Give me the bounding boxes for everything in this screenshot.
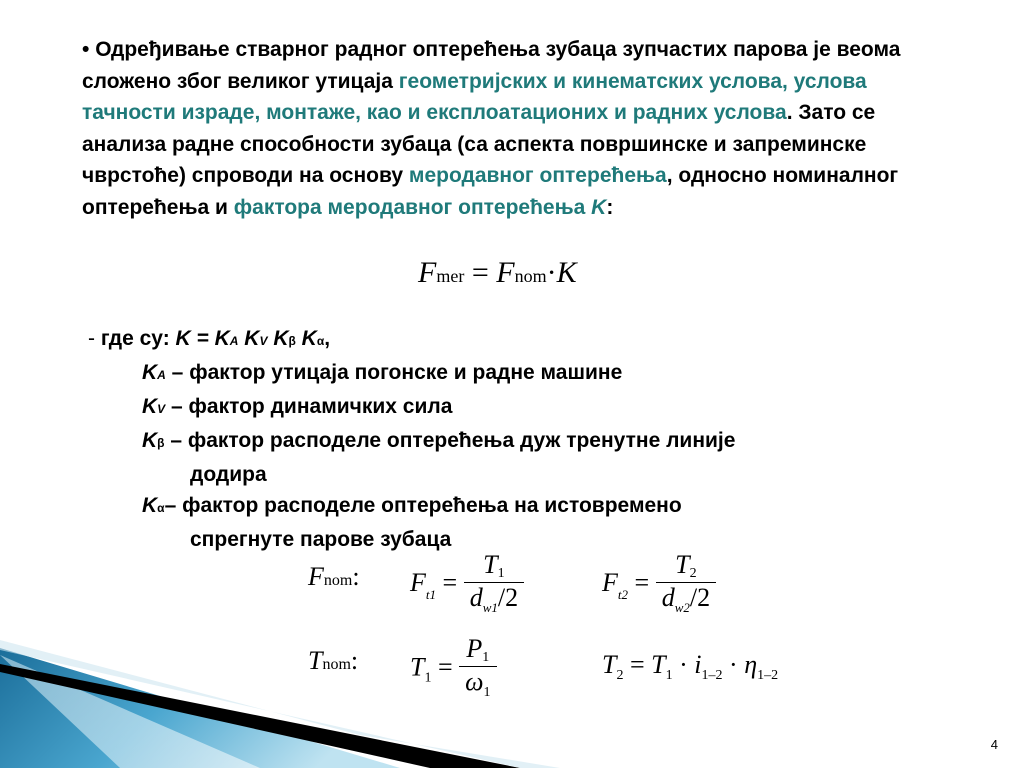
fnom-f: F [308,562,324,591]
factor-k: K [142,494,158,517]
intro-highlight-k: K [591,195,607,219]
factor-kbeta [88,425,948,459]
k-symbol: K [556,256,577,289]
f-symbol: F [418,256,437,289]
factor-text: – фактор расподеле оптерећења дуж тренутне линије [164,429,736,452]
ft1-formula [410,550,524,616]
t2-sub: 2 [616,668,624,683]
ft2-d: d [661,583,675,612]
t1-omega: ω [465,667,484,696]
t1-denominator [459,667,496,701]
equals-sign: = [464,256,497,289]
t1-omega-sub: 1 [483,685,491,700]
f-symbol-2: F [496,256,515,289]
t2-eta: η [744,650,758,679]
sub-alpha: α [316,334,325,348]
where-label: где су: [100,327,176,350]
ft2-formula [602,550,716,616]
factor-sub: V [157,402,166,416]
t1-formula [410,634,497,701]
ft1-numerator [464,550,524,583]
tnom-label [308,646,358,676]
ft2-eq: = [634,568,650,597]
t1-eq: = [437,652,453,682]
intro-highlight-3: фактора меродавног оптерећења [233,195,592,219]
t1-t: T [410,652,425,682]
k2: K [267,327,289,350]
k-eq: K = K [175,327,230,350]
factor-ka [88,357,948,391]
k1: K [238,327,260,350]
intro-highlight-2: меродавног оптерећења [408,164,667,187]
factor-sub: β [157,436,165,450]
ft2-sub: t2 [617,586,629,602]
factor-text: – фактор утицаја погонске и радне машине [165,361,623,384]
factor-sub: α [157,501,165,515]
ft1-div: /2 [497,583,519,612]
t1-fraction [459,634,496,701]
ft1-t-sub: 1 [497,566,505,581]
t2-dot-2: · [729,650,738,679]
factor-sub: A [157,368,166,382]
ft1-d: d [469,583,483,612]
fnom-label [308,562,360,592]
factor-k: K [142,395,158,418]
intro-text-1: Одређивање стварног радног оптерећења зубаца зупчастих парова је веома сложено због великог утицаја [82,38,901,93]
factor-k: K [142,361,158,384]
t2-dot-1: · [679,650,688,679]
comma: , [324,327,331,350]
ft2-d-sub: w2 [674,600,690,615]
t1-p: P [466,634,483,663]
ft2-f: F [602,568,618,597]
ft1-fraction [464,550,524,616]
ft1-t: T [483,550,498,579]
factor-kbeta-cont [88,459,948,490]
factor-text: – фактор расподеле оптерећења на истовремено [164,494,682,517]
tnom-colon: : [350,646,359,675]
t1-p-sub: 1 [482,650,490,665]
factor-text: – фактор динамичких сила [165,395,453,418]
t1-sub: 1 [424,670,432,686]
main-formula [418,256,577,290]
t2-formula [602,650,778,684]
ft2-denominator [656,583,716,616]
sub-a: A [229,334,239,348]
t2-eq: = [629,650,645,679]
fnom-sub: nom [323,572,353,589]
slide-number: 4 [990,737,998,752]
intro-text-2: . Зато се анализа радне способности зубаца (са аспекта површинске и запреминске чврстоће) спроводи на основу [82,101,876,187]
where-line [88,323,948,357]
factor-kv [88,391,948,425]
ft2-div: /2 [689,583,711,612]
ft1-f: F [410,568,426,597]
ft2-t-sub: 2 [689,566,697,581]
t2-t: T [602,650,617,679]
tnom-t: T [308,646,323,675]
t2-i-sub: 1–2 [701,668,723,683]
ft2-fraction [656,550,716,616]
ft2-t: T [675,550,690,579]
ft1-denominator [464,583,524,616]
intro-text-3: , односно номиналног оптерећења и [82,164,899,219]
t2-rhs-sub: 1 [665,668,673,683]
t2-eta-sub: 1–2 [757,668,779,683]
t1-numerator [459,634,496,667]
factor-continuation: додира [190,463,267,486]
ft1-sub: t1 [425,586,437,602]
dash: - [88,327,101,350]
ft2-numerator [656,550,716,583]
factor-kalpha [88,490,948,524]
t2-rhs-t: T [651,650,666,679]
factor-continuation: спрегнуте парове зубаца [190,528,452,551]
intro-highlight-1: геометријских и кинематских услова, услова тачности израде, монтаже, као и експлоатационих и радних услова [82,69,867,124]
dot-operator: · [546,256,557,289]
intro-paragraph [82,34,942,223]
intro-text-4: : [606,195,614,219]
t2-i: i [694,650,702,679]
ft1-eq: = [442,568,458,597]
f-sub-mer: mer [436,266,465,286]
sub-beta: β [288,334,296,348]
sub-v: V [259,334,268,348]
ft1-d-sub: w1 [482,600,498,615]
bullet: • [82,38,90,61]
factor-list [88,323,948,555]
f-sub-nom: nom [514,266,547,286]
factor-k: K [142,429,158,452]
tnom-sub: nom [322,656,351,673]
fnom-colon: : [352,562,360,591]
k3: K [295,327,317,350]
